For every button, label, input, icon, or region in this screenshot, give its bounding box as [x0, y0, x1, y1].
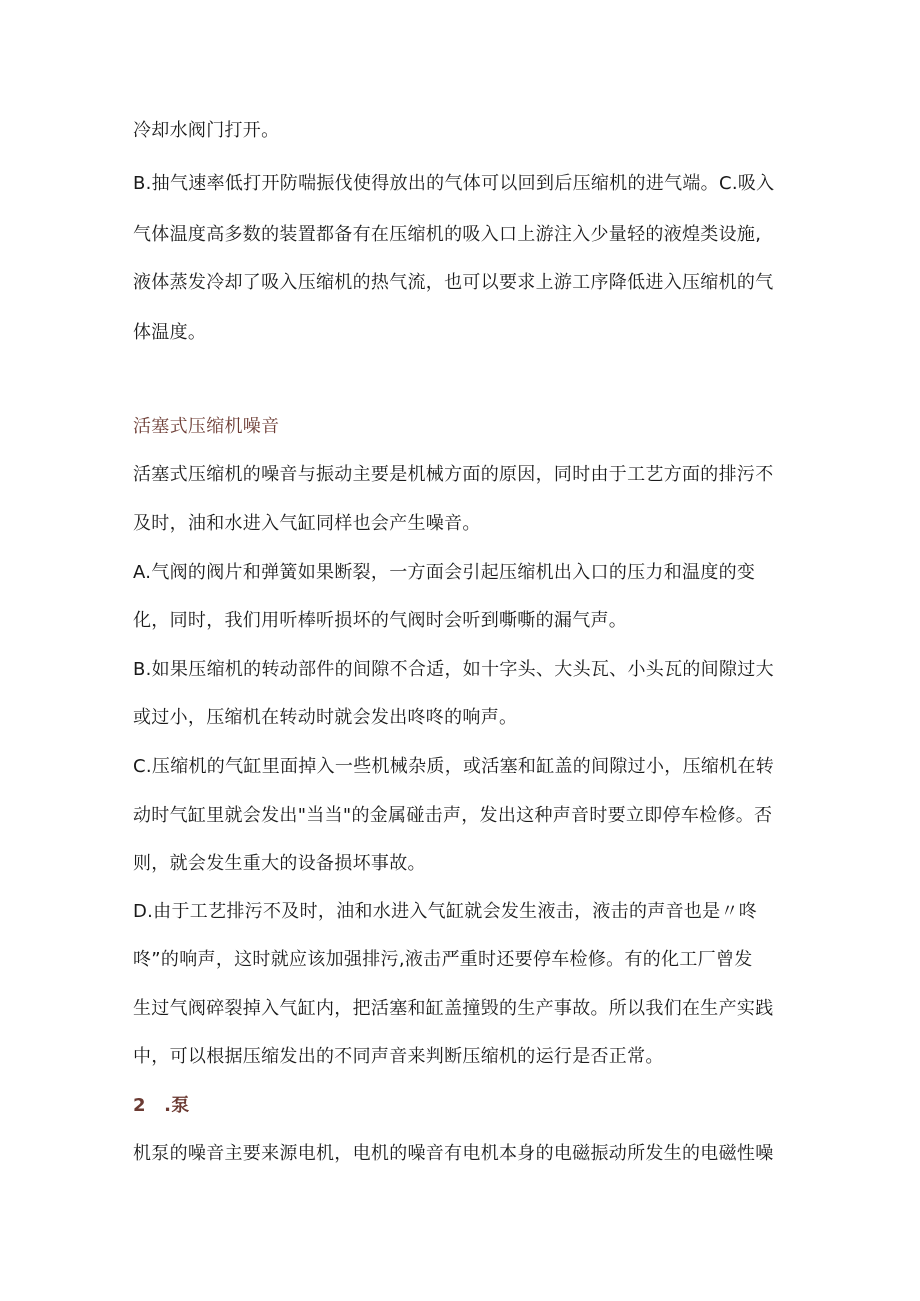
paragraph-line: 则，就会发生重大的设备损坏事故。 — [133, 853, 426, 874]
paragraph-line: B.如果压缩机的转动部件的间隙不合适，如十字头、大头瓦、小头瓦的间隙过大 — [133, 659, 774, 680]
paragraph-line: 动时气缸里就会发出"当当"的金属碰击声，发出这种声音时要立即停车检修。否 — [133, 805, 773, 826]
paragraph-line: 咚”的响声，这时就应该加强排污,液击严重时还要停车检修。有的化工厂曾发 — [133, 949, 753, 970]
paragraph-line: A.气阀的阀片和弹簧如果断裂，一方面会引起压缩机出入口的压力和温度的变 — [133, 562, 756, 583]
paragraph-line: 及时，油和水进入气缸同样也会产生噪音。 — [133, 513, 481, 534]
paragraph-line: 或过小，压缩机在转动时就会发出咚咚的响声。 — [133, 707, 518, 728]
paragraph-line: 生过气阀碎裂掉入气缸内，把活塞和缸盖撞毁的生产事故。所以我们在生产实践 — [133, 998, 774, 1019]
paragraph-line: C.压缩机的气缸里面掉入一些机械杂质，或活塞和缸盖的间隙过小，压缩机在转 — [133, 756, 775, 777]
paragraph-line: 气体温度高多数的装置都备有在压缩机的吸入口上游注入少量轻的液煌类设施, — [133, 224, 762, 245]
paragraph-line: 机泵的噪音主要来源电机，电机的噪音有电机本身的电磁振动所发生的电磁性噪 — [133, 1143, 774, 1164]
section-number-heading: 2 .泵 — [133, 1095, 190, 1116]
section-heading: 活塞式压缩机噪音 — [133, 416, 280, 437]
paragraph-line: 体温度。 — [133, 322, 207, 343]
paragraph-line: 冷却水阀门打开。 — [133, 120, 280, 141]
paragraph-line: 液体蒸发冷却了吸入压缩机的热气流，也可以要求上游工序降低进入压缩机的气 — [133, 272, 774, 293]
paragraph-line: 化，同时，我们用听棒听损坏的气阀时会听到嘶嘶的漏气声。 — [133, 610, 628, 631]
paragraph-line: D.由于工艺排污不及时，油和水进入气缸就会发生液击，液击的声音也是〃咚 — [133, 901, 758, 922]
paragraph-line: 中，可以根据压缩发出的不同声音来判断压缩机的运行是否正常。 — [133, 1046, 664, 1067]
paragraph-line: 活塞式压缩机的噪音与振动主要是机械方面的原因，同时由于工艺方面的排污不 — [133, 464, 774, 485]
paragraph-line: B.抽气速率低打开防喘振伐使得放出的气体可以回到后压缩机的进气端。C.吸入 — [133, 173, 775, 194]
